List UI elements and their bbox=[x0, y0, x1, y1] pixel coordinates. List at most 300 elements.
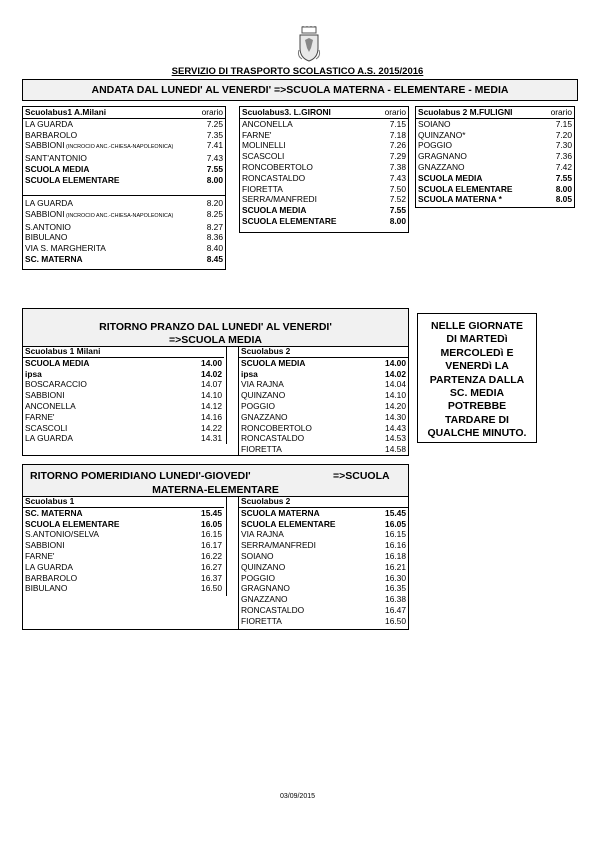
orario-header bbox=[366, 346, 408, 357]
stop-cell bbox=[239, 401, 366, 412]
stop-name: RONCASTALDO bbox=[242, 172, 306, 183]
stop-name: GNAZZANO bbox=[418, 161, 465, 172]
time-cell: 8.00 bbox=[555, 183, 572, 194]
stop-cell bbox=[240, 205, 374, 216]
table-row bbox=[239, 379, 408, 390]
stop-cell bbox=[239, 357, 366, 368]
time-cell: 14.22 bbox=[201, 422, 222, 433]
stop-name: FARNE' bbox=[25, 411, 55, 422]
stop-name: SERRA/MANFREDI bbox=[241, 540, 316, 551]
table-row bbox=[239, 616, 408, 627]
table-row bbox=[23, 369, 224, 380]
time-cell: 7.52 bbox=[389, 194, 406, 205]
stop-cell bbox=[240, 194, 374, 205]
stop-cell bbox=[239, 423, 366, 434]
stop-name: SOIANO bbox=[241, 550, 274, 561]
stop-cell bbox=[239, 369, 366, 380]
time-cell: 14.02 bbox=[201, 368, 222, 379]
stop-cell bbox=[239, 594, 374, 605]
note-box bbox=[417, 313, 537, 443]
stop-cell bbox=[416, 118, 542, 129]
stop-name: SCUOLA MEDIA bbox=[241, 357, 306, 368]
table-row bbox=[23, 254, 225, 265]
stop-cell bbox=[23, 573, 183, 584]
table-row bbox=[416, 173, 574, 184]
stop-name: SABBIONI bbox=[25, 390, 65, 401]
stop-name: RONCOBERTOLO bbox=[241, 422, 312, 433]
table-row bbox=[239, 540, 408, 551]
time-cell: 8.36 bbox=[206, 232, 223, 243]
table-row bbox=[23, 551, 224, 562]
bus-name: Scuolabus 2 bbox=[239, 496, 374, 507]
table-row bbox=[23, 175, 225, 186]
table-row bbox=[240, 118, 408, 129]
stop-cell bbox=[416, 140, 542, 151]
time-cell: 16.27 bbox=[201, 561, 222, 572]
stop-name: LA GUARDA bbox=[25, 198, 73, 208]
table-row bbox=[239, 369, 408, 380]
note-line: PARTENZA DALLA bbox=[429, 373, 525, 386]
time-cell: 16.05 bbox=[385, 518, 406, 529]
table-row bbox=[23, 232, 225, 243]
time-cell: 8.45 bbox=[206, 253, 223, 264]
note-line: QUALCHE MINUTO. bbox=[427, 427, 527, 440]
stop-note: (INCROCIO ANC.-CHIESA-NAPOLEONICA) bbox=[64, 212, 174, 219]
time-cell: 16.50 bbox=[201, 583, 222, 594]
stop-cell bbox=[23, 433, 176, 444]
table-row bbox=[23, 433, 224, 444]
pranzo-col1-right-border bbox=[226, 346, 227, 444]
stop-cell bbox=[23, 401, 176, 412]
table-row bbox=[23, 583, 224, 594]
table-row bbox=[239, 401, 408, 412]
stop-cell bbox=[23, 140, 196, 153]
time-cell: 16.47 bbox=[385, 604, 406, 615]
stop-cell bbox=[239, 562, 374, 573]
table-row bbox=[23, 357, 224, 368]
stop-cell bbox=[23, 209, 201, 222]
stop-cell bbox=[239, 390, 366, 401]
table-row bbox=[239, 594, 408, 605]
document-title: SERVIZIO DI TRASPORTO SCOLASTICO A.S. 2015/2016 bbox=[171, 66, 424, 77]
time-cell: 15.45 bbox=[201, 507, 222, 518]
time-cell: 16.18 bbox=[385, 550, 406, 561]
stop-name: BARBAROLO bbox=[25, 129, 78, 140]
time-cell: 7.55 bbox=[389, 205, 406, 216]
time-cell: 16.30 bbox=[385, 572, 406, 583]
stop-name: SANT'ANTONIO bbox=[25, 153, 87, 164]
stop-name: GNAZZANO bbox=[241, 411, 288, 422]
stop-name: ANCONELLA bbox=[242, 118, 293, 129]
stop-name: SCUOLA ELEMENTARE bbox=[25, 518, 120, 529]
time-cell: 14.00 bbox=[385, 357, 406, 368]
stop-cell bbox=[239, 507, 374, 518]
time-cell: 16.05 bbox=[201, 518, 222, 529]
bus-name: Scuolabus 2 bbox=[239, 346, 366, 357]
stop-name: POGGIO bbox=[241, 400, 275, 411]
footer-date: 03/09/2015 bbox=[279, 793, 316, 800]
stop-name: SCUOLA MATERNA bbox=[241, 507, 320, 518]
table-row bbox=[23, 130, 225, 141]
table-row bbox=[23, 209, 225, 222]
table-row bbox=[416, 151, 574, 162]
pranzo-title-line1: RITORNO PRANZO DAL LUNEDI' AL VENERDI' bbox=[99, 321, 332, 333]
table-row bbox=[416, 162, 574, 173]
table-row bbox=[239, 433, 408, 444]
stop-name: RONCASTALDO bbox=[241, 604, 305, 615]
time-cell: 16.38 bbox=[385, 594, 406, 605]
stop-name: SCUOLA ELEMENTARE bbox=[242, 215, 337, 226]
pranzo-col2-left-border bbox=[238, 346, 239, 455]
stop-cell bbox=[240, 216, 374, 227]
stop-cell bbox=[416, 162, 542, 173]
andata-col3-table bbox=[416, 107, 574, 205]
stop-name: SCUOLA ELEMENTARE bbox=[418, 183, 513, 194]
stop-cell bbox=[23, 164, 196, 175]
stop-cell bbox=[240, 184, 374, 195]
time-cell: 16.21 bbox=[385, 561, 406, 572]
stop-name: LA GUARDA bbox=[25, 118, 73, 129]
pomeriggio-col2-table bbox=[239, 496, 408, 627]
stop-cell bbox=[23, 222, 201, 233]
time-cell: 14.02 bbox=[385, 368, 406, 379]
table-row bbox=[23, 507, 224, 518]
table-row bbox=[240, 162, 408, 173]
time-cell: 7.20 bbox=[555, 129, 572, 140]
table-row bbox=[23, 540, 224, 551]
note-text bbox=[418, 320, 536, 441]
stop-name: SCUOLA MATERNA * bbox=[418, 194, 502, 205]
table-row bbox=[240, 173, 408, 184]
time-cell: 8.05 bbox=[555, 194, 572, 205]
table-row bbox=[239, 583, 408, 594]
table-row bbox=[239, 423, 408, 434]
table-row bbox=[23, 562, 224, 573]
note-line: DI MARTEDì bbox=[446, 333, 508, 346]
stop-name: LA GUARDA bbox=[25, 561, 73, 572]
table-row bbox=[23, 529, 224, 540]
stop-cell bbox=[416, 184, 542, 195]
stop-cell bbox=[23, 412, 176, 423]
table-row bbox=[239, 605, 408, 616]
stop-cell bbox=[240, 130, 374, 141]
stop-name: GNAZZANO bbox=[241, 594, 288, 605]
stop-cell bbox=[416, 173, 542, 184]
stop-name: SCUOLA ELEMENTARE bbox=[241, 518, 336, 529]
stop-name: SCUOLA MEDIA bbox=[25, 163, 90, 174]
table-row bbox=[239, 390, 408, 401]
stop-name: ipsa bbox=[25, 368, 42, 379]
stop-note: (INCROCIO ANC.-CHIESA-NAPOLEONICA) bbox=[64, 144, 174, 151]
stop-name: FIORETTA bbox=[241, 444, 282, 455]
orario-header: orario bbox=[374, 107, 408, 118]
time-cell: 14.20 bbox=[385, 400, 406, 411]
time-cell: 7.41 bbox=[206, 140, 223, 151]
stop-cell bbox=[239, 573, 374, 584]
time-cell: 7.42 bbox=[555, 161, 572, 172]
table-row bbox=[240, 130, 408, 141]
stop-cell bbox=[23, 198, 201, 209]
time-cell: 14.00 bbox=[201, 357, 222, 368]
time-cell: 16.15 bbox=[385, 529, 406, 540]
stop-cell bbox=[239, 379, 366, 390]
table-row bbox=[23, 198, 225, 209]
bus-name: Scuolabus3. L.GIRONI bbox=[240, 107, 374, 118]
pomeriggio-col1-right-border bbox=[226, 496, 227, 596]
time-cell: 7.15 bbox=[389, 118, 406, 129]
time-cell: 14.04 bbox=[385, 379, 406, 390]
time-cell: 7.36 bbox=[555, 151, 572, 162]
table-row bbox=[416, 130, 574, 141]
stop-name: SC. MATERNA bbox=[25, 507, 83, 518]
stop-cell bbox=[23, 118, 196, 129]
note-line: SC. MEDIA bbox=[449, 387, 505, 400]
pomeriggio-title-line1: RITORNO POMERIDIANO LUNEDI'-GIOVEDI' bbox=[30, 470, 251, 482]
andata-col1-table-morning bbox=[23, 107, 225, 186]
time-cell: 7.43 bbox=[389, 172, 406, 183]
time-cell: 16.16 bbox=[385, 540, 406, 551]
stop-cell bbox=[240, 140, 374, 151]
note-line: POTREBBE bbox=[447, 400, 507, 413]
stop-cell bbox=[240, 173, 374, 184]
stop-cell bbox=[23, 519, 183, 530]
pomeriggio-col2-left-border bbox=[238, 496, 239, 629]
andata-title: ANDATA DAL LUNEDI' AL VENERDI' =>SCUOLA MATERNA - ELEMENTARE - MEDIA bbox=[91, 84, 509, 96]
time-cell: 7.25 bbox=[206, 118, 223, 129]
stop-name: S.ANTONIO bbox=[25, 221, 71, 232]
stop-cell bbox=[23, 583, 183, 594]
stop-name: BIBULANO bbox=[25, 232, 68, 243]
stop-cell bbox=[23, 153, 196, 164]
stop-name: BARBAROLO bbox=[25, 572, 78, 583]
time-cell: 7.55 bbox=[206, 163, 223, 174]
time-cell: 16.37 bbox=[201, 572, 222, 583]
stop-name: SCASCOLI bbox=[25, 422, 68, 433]
table-row bbox=[23, 573, 224, 584]
time-cell: 7.15 bbox=[555, 118, 572, 129]
stop-cell bbox=[23, 379, 176, 390]
stop-cell bbox=[23, 529, 183, 540]
stop-name: VIA RAJNA bbox=[241, 529, 284, 540]
andata-col2-table bbox=[240, 107, 408, 227]
stop-name: SC. MATERNA bbox=[25, 253, 83, 264]
stop-name: VIA S. MARGHERITA bbox=[25, 243, 106, 254]
table-row bbox=[23, 412, 224, 423]
pomeriggio-title-line2: MATERNA-ELEMENTARE bbox=[152, 484, 279, 496]
time-cell: 15.45 bbox=[385, 507, 406, 518]
table-row bbox=[23, 153, 225, 164]
table-header-row bbox=[23, 107, 225, 118]
table-row bbox=[240, 205, 408, 216]
stop-name: SCUOLA MEDIA bbox=[418, 172, 483, 183]
stop-name: BOSCARACCIO bbox=[25, 379, 87, 390]
time-cell: 16.17 bbox=[201, 540, 222, 551]
time-cell: 14.58 bbox=[385, 444, 406, 455]
stop-cell bbox=[23, 369, 176, 380]
stop-cell bbox=[23, 357, 176, 368]
stop-cell bbox=[23, 540, 183, 551]
orario-header bbox=[183, 496, 224, 507]
table-row bbox=[239, 412, 408, 423]
stop-name: POGGIO bbox=[418, 140, 452, 151]
table-row bbox=[239, 519, 408, 530]
time-cell: 14.31 bbox=[201, 433, 222, 444]
pomeriggio-col1-table bbox=[23, 496, 224, 594]
stop-name: VIA RAJNA bbox=[241, 379, 284, 390]
time-cell: 8.40 bbox=[206, 243, 223, 254]
stop-cell bbox=[239, 433, 366, 444]
stop-cell bbox=[239, 519, 374, 530]
table-row bbox=[239, 507, 408, 518]
orario-header: orario bbox=[196, 107, 225, 118]
andata-col1-table-late bbox=[23, 198, 225, 265]
stop-cell bbox=[416, 194, 542, 205]
stop-cell bbox=[239, 444, 366, 455]
stop-cell bbox=[23, 254, 201, 265]
stop-cell bbox=[416, 130, 542, 141]
time-cell: 14.10 bbox=[385, 390, 406, 401]
stop-cell bbox=[239, 412, 366, 423]
stop-name: SCUOLA MEDIA bbox=[242, 205, 307, 216]
table-header-row bbox=[240, 107, 408, 118]
table-row bbox=[23, 140, 225, 153]
time-cell: 7.43 bbox=[206, 153, 223, 164]
table-row bbox=[240, 140, 408, 151]
stop-name: SCUOLA ELEMENTARE bbox=[25, 174, 120, 185]
time-cell: 8.27 bbox=[206, 221, 223, 232]
stop-name: FIORETTA bbox=[241, 615, 282, 626]
stop-name: SCUOLA MEDIA bbox=[25, 357, 90, 368]
table-row bbox=[240, 194, 408, 205]
stop-name: GRAGNANO bbox=[418, 151, 467, 162]
stop-name: SOIANO bbox=[418, 118, 451, 129]
time-cell: 7.35 bbox=[206, 129, 223, 140]
time-cell: 7.38 bbox=[389, 161, 406, 172]
orario-header: orario bbox=[542, 107, 574, 118]
table-row bbox=[23, 164, 225, 175]
table-header-row bbox=[416, 107, 574, 118]
stop-name: S.ANTONIO/SELVA bbox=[25, 529, 99, 540]
bus-name: Scuolabus 2 M.FULIGNI bbox=[416, 107, 542, 118]
time-cell: 7.26 bbox=[389, 140, 406, 151]
table-row bbox=[239, 529, 408, 540]
stop-cell bbox=[239, 605, 374, 616]
time-cell: 7.29 bbox=[389, 151, 406, 162]
stop-cell bbox=[239, 583, 374, 594]
andata-col1-divider bbox=[22, 195, 226, 196]
time-cell: 7.55 bbox=[555, 172, 572, 183]
table-header-row bbox=[23, 496, 224, 507]
table-row bbox=[239, 444, 408, 455]
note-line: TARDARE DI bbox=[445, 413, 509, 426]
table-row bbox=[239, 357, 408, 368]
table-row bbox=[23, 118, 225, 129]
stop-cell bbox=[239, 529, 374, 540]
stop-name: SABBIONI bbox=[25, 540, 65, 551]
time-cell: 14.43 bbox=[385, 422, 406, 433]
stop-cell bbox=[239, 540, 374, 551]
time-cell: 14.12 bbox=[201, 400, 222, 411]
time-cell: 16.35 bbox=[385, 583, 406, 594]
pomeriggio-title-line1-right: =>SCUOLA bbox=[333, 470, 390, 482]
time-cell: 7.30 bbox=[555, 140, 572, 151]
table-row bbox=[23, 243, 225, 254]
time-cell: 14.53 bbox=[385, 433, 406, 444]
stop-name: QUINZANO bbox=[241, 561, 286, 572]
stop-cell bbox=[240, 151, 374, 162]
stop-name: SERRA/MANFREDI bbox=[242, 194, 317, 205]
time-cell: 8.25 bbox=[206, 208, 223, 219]
time-cell: 8.00 bbox=[206, 174, 223, 185]
note-line: MERCOLEDì E bbox=[440, 346, 514, 359]
stop-cell bbox=[239, 616, 374, 627]
stop-cell bbox=[23, 243, 201, 254]
stop-name: SABBIONI bbox=[25, 208, 65, 219]
time-cell: 14.10 bbox=[201, 390, 222, 401]
table-row bbox=[23, 519, 224, 530]
time-cell: 16.50 bbox=[385, 615, 406, 626]
pranzo-title-line2: =>SCUOLA MEDIA bbox=[169, 334, 262, 346]
stop-cell bbox=[240, 162, 374, 173]
stop-name: SABBIONI bbox=[25, 140, 65, 151]
stop-cell bbox=[23, 551, 183, 562]
stop-cell bbox=[23, 423, 176, 434]
table-row bbox=[416, 140, 574, 151]
table-row bbox=[240, 151, 408, 162]
orario-header bbox=[374, 496, 408, 507]
time-cell: 8.20 bbox=[206, 198, 223, 208]
stop-cell bbox=[23, 232, 201, 243]
bus-name: Scuolabus 1 Milani bbox=[23, 346, 176, 357]
stop-name: QUINZANO* bbox=[418, 129, 466, 140]
table-row bbox=[23, 379, 224, 390]
stop-name: FARNE' bbox=[242, 129, 272, 140]
time-cell: 14.16 bbox=[201, 411, 222, 422]
stop-name: ANCONELLA bbox=[25, 400, 76, 411]
stop-name: RONCOBERTOLO bbox=[242, 161, 313, 172]
time-cell: 14.30 bbox=[385, 411, 406, 422]
stop-cell bbox=[239, 551, 374, 562]
stop-name: FARNE' bbox=[25, 550, 55, 561]
stop-name: RONCASTALDO bbox=[241, 433, 305, 444]
stop-name: BIBULANO bbox=[25, 583, 68, 594]
table-row bbox=[239, 562, 408, 573]
time-cell: 7.50 bbox=[389, 183, 406, 194]
stop-name: QUINZANO bbox=[241, 390, 286, 401]
table-row bbox=[23, 423, 224, 434]
time-cell: 7.18 bbox=[389, 129, 406, 140]
stop-name: LA GUARDA bbox=[25, 433, 73, 444]
stop-cell bbox=[23, 130, 196, 141]
stop-cell bbox=[416, 151, 542, 162]
table-row bbox=[416, 184, 574, 195]
table-row bbox=[416, 118, 574, 129]
table-header-row bbox=[239, 496, 408, 507]
table-header-row bbox=[23, 346, 224, 357]
table-row bbox=[23, 390, 224, 401]
table-row bbox=[23, 401, 224, 412]
orario-header bbox=[176, 346, 224, 357]
pranzo-col1-table bbox=[23, 346, 224, 444]
table-row bbox=[416, 194, 574, 205]
note-line: VENERDì LA bbox=[445, 360, 509, 373]
stop-cell bbox=[23, 175, 196, 186]
note-line: NELLE GIORNATE bbox=[431, 320, 523, 332]
bus-name: Scuolabus1 A.Milani bbox=[23, 107, 196, 118]
pranzo-col2-table bbox=[239, 346, 408, 455]
stop-name: MOLINELLI bbox=[242, 140, 286, 151]
bus-name: Scuolabus 1 bbox=[23, 496, 183, 507]
